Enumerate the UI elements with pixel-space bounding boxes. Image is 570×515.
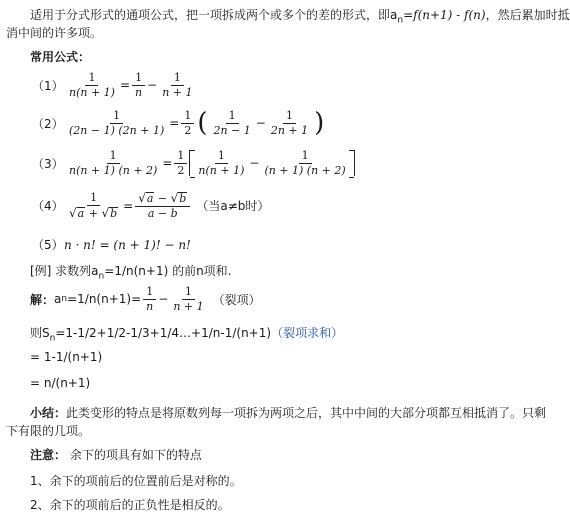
formula-1-term-2: $\frac{1}{n + 1}$ <box>162 71 193 99</box>
formula-4-label: （4） <box>32 199 64 214</box>
formula-3-coef: $\frac{1}{2}$ <box>174 150 187 176</box>
summary-line-1: 小结：此类变形的特点是将原数列每一项拆为两项之后，其中中间的大部分项都互相抵消了。只剩 <box>30 406 547 420</box>
attention-line: 注意： 余下的项具有如下的特点 <box>30 448 202 462</box>
common-formulas-title: 常用公式： <box>30 50 91 64</box>
formula-4: （4） 1 √ a + √ b = √ a − √ b a − b （当a≠b时） <box>32 191 270 220</box>
formula-5 <box>32 236 191 253</box>
formula-3: （3） $\frac{1}{n(n + 1) (n + 2)}$ = $\frac{1}{2}$ $\frac{1}{n(n + 1)}$ − $\frac{1}{(n + 1) (n + 2)}$ <box>32 150 355 176</box>
attention-title: 注意： <box>30 448 67 462</box>
equation-line-1: = 1-1/(n+1) <box>30 350 103 364</box>
formula-3-term-2: $\frac{1}{(n + 1) (n + 2)}$ <box>264 149 346 177</box>
formula-1-lhs: $\frac{1}{n(n + 1)}$ <box>69 71 115 99</box>
summary-line-2: 下有限的几项。 <box>6 424 91 438</box>
solution-term-1: $\frac{1}{n}$ <box>143 286 156 312</box>
formula-5-expr: n · n! = (n + 1)! − n! <box>64 237 191 252</box>
formula-1-label: （1） <box>32 78 64 93</box>
formula-4-note: （当a≠b时） <box>196 199 270 214</box>
formula-2: （2） $\frac{1}{(2n - 1) (2n + 1)}$ = $\frac{1}{2}$ ( $\frac{1}{2n - 1}$ − $\frac{1}{2n + 1}$ ) <box>32 108 325 139</box>
point-2: 2、余下的项前后的正负性是相反的。 <box>30 498 230 512</box>
formula-5-label: （5） <box>32 238 64 252</box>
intro-line-2: 消中间的许多项。 <box>6 26 103 40</box>
formula-2-label: （2） <box>32 116 64 131</box>
formula-3-lhs: $\frac{1}{n(n + 1) (n + 2)}$ <box>69 149 158 177</box>
intro-sub: n <box>397 15 404 26</box>
intro-mid: =f(n+1) - f(n) <box>403 8 486 22</box>
formula-2-term-2: $\frac{1}{2n + 1}$ <box>270 109 309 137</box>
point-1: 1、余下的项前后的位置前后是对称的。 <box>30 474 242 488</box>
solution-label: 解： <box>30 292 55 307</box>
solution-term-2: $\frac{1}{n + 1}$ <box>173 285 204 313</box>
formula-3-label: （3） <box>32 156 64 171</box>
formula-2-term-1: $\frac{1}{2n - 1}$ <box>213 109 251 137</box>
formula-1-term-1: $\frac{1}{n}$ <box>132 72 145 98</box>
formula-2-lhs: $\frac{1}{(2n - 1) (2n + 1)}$ <box>69 109 165 137</box>
formula-4-rhs: √ a − √ b a − b <box>135 192 190 219</box>
formula-3-bracket: $\frac{1}{n(n + 1)}$ − $\frac{1}{(n + 1) (n + 2)}$ <box>189 150 354 176</box>
solution-note: （裂项） <box>212 292 261 307</box>
intro-line-1 <box>30 6 570 25</box>
equation-line-2: = n/(n+1) <box>30 376 91 390</box>
formula-4-lhs: 1 √ a + √ b <box>69 191 118 220</box>
sum-line: 则$S_n=1-1/2+1/2-1/3+1/4\dots+1/n-1/(n+1)$（裂项求和） <box>30 326 344 344</box>
formula-1: （1） $\frac{1}{n(n + 1)}$ = $\frac{1}{n}$ − $\frac{1}{n + 1}$ <box>32 72 197 98</box>
intro-prefix: 适用于分式形式的通项公式，把一项拆成两个或多个的差的形式，即a <box>30 8 398 22</box>
example-line: [例] 求数列$a_n=1/n(n+1)$ 的前n项和. <box>30 264 232 282</box>
solution-line: 解： a n =1/n(n+1)= $\frac{1}{n}$ − $\frac{1}{n + 1}$ （裂项） <box>30 285 261 313</box>
formula-2-coef: $\frac{1}{2}$ <box>181 110 194 136</box>
intro-suffix: ，然后累加时抵 <box>485 8 570 22</box>
summary-title: 小结： <box>30 406 67 420</box>
split-sum-link[interactable]: （裂项求和） <box>271 326 344 340</box>
formula-3-term-1: $\frac{1}{n(n + 1)}$ <box>198 149 245 177</box>
